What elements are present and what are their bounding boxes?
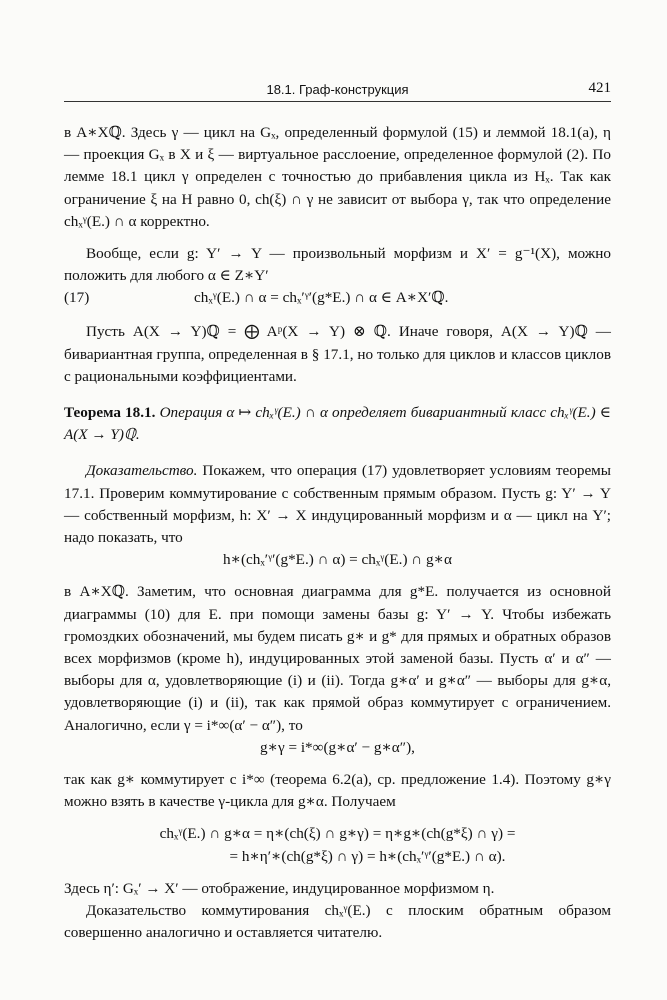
- proof-paragraph: [64, 460, 611, 549]
- paragraph-bivariant: Пусть A(X → Y)ℚ = ⨁ Aᵖ(X → Y) ⊗ ℚ. Иначе говоря, A(X → Y)ℚ — бивариантная группа, определенная в § 17.1, но только для циклов и классов циклов с рациональными коэффициентами.: [64, 323, 611, 385]
- running-header: [64, 80, 611, 102]
- proof-text: Покажем, что операция (17) удовлетворяет условиям теоремы 17.1. Проверим коммутирование с собственным прямым образом. Пусть g: Y′ → Y — собственный морфизм, h: X′ → X индуцированный морфизм и α — цикл на Y′; надо показать, что: [64, 462, 612, 547]
- theorem-text: Операция α ↦ chₓᵞ(E.) ∩ α определяет бивариантный класс chₓᵞ(E.) ∈ A(X → Y)ℚ.: [64, 404, 612, 444]
- equation-gamma: g∗γ = i*∞(g∗α′ − g∗α″),: [260, 738, 415, 756]
- paragraph-eta: Здесь η′: Gₓ′ → X′ — отображение, индуцированное морфизмом η.: [64, 879, 495, 897]
- paragraph-general: Вообще, если g: Y′ → Y — произвольный морфизм и X′ = g⁻¹(X), можно положить для любого α ∈ Z∗Y′: [64, 245, 611, 285]
- equation-body: chₓᵞ(E.) ∩ α = chₓ′ᵞ′(g*E.) ∩ α ∈ A∗X′ℚ.: [194, 289, 449, 307]
- paragraph-commute: так как g∗ коммутирует с i*∞ (теорема 6.2(a), ср. предложение 1.4). Поэтому g∗γ можно взять в качестве γ-цикла для g∗α. Получаем: [64, 771, 611, 811]
- page-body: [64, 122, 611, 945]
- paragraph-intro: в A∗Xℚ. Здесь γ — цикл на Gₓ, определенный формулой (15) и леммой 18.1(a), η — проекция Gₓ в X и ξ — виртуальное расслоение, определенное формулой (2). По лемме 18.1 цикл γ определен с точностью до прибавления цикла из Hₓ. Так как ограничение ξ на H равно 0, ch(ξ) ∩ γ не зависит от выбора γ, так что определение chₓᵞ(E.) ∩ α корректно.: [64, 124, 611, 230]
- section-title: 18.1. Граф-конструкция: [266, 82, 409, 97]
- equation-17: [64, 287, 611, 311]
- page-number: 421: [588, 80, 611, 96]
- theorem-label: Теорема 18.1.: [64, 404, 156, 422]
- equation-long-line1: chₓᵞ(E.) ∩ g∗α = η∗(ch(ξ) ∩ g∗γ) = η∗g∗(ch(g*ξ) ∩ γ) =: [159, 825, 516, 843]
- equation-pushforward: h∗(chₓ′ᵞ′(g*E.) ∩ α) = chₓᵞ(E.) ∩ g∗α: [223, 551, 452, 569]
- header-rule: [64, 101, 611, 102]
- theorem-18-1: [64, 402, 611, 446]
- paragraph-final: Доказательство коммутирования chₓᵞ(E.) с плоским обратным образом совершенно аналогично и оставляется читателю.: [64, 902, 611, 942]
- equation-long-line2: = h∗η′∗(ch(g*ξ) ∩ γ) = h∗(chₓ′ᵞ′(g*E.) ∩ α).: [229, 847, 506, 865]
- proof-label: Доказательство.: [86, 462, 198, 480]
- paragraph-diagram: в A∗Xℚ. Заметим, что основная диаграмма для g*E. получается из основной диаграммы (10) для E. при помощи замены базы g: Y′ → Y. Чтобы избежать громоздких обозначений, мы будем писать g∗ и g* для прямых и обратных образов всех морфизмов (кроме h), индуцированных этой заменой базы. Пусть α′ и α″ — выборы для α, удовлетворяющие (i) и (ii). Тогда g∗α′ и g∗α″ — выборы для g∗α, удовлетворяющие (i) и (ii), так как прямой образ коммутирует с ограничением. Аналогично, если γ = i*∞(α′ − α″), то: [64, 583, 611, 734]
- equation-number: (17): [64, 289, 90, 307]
